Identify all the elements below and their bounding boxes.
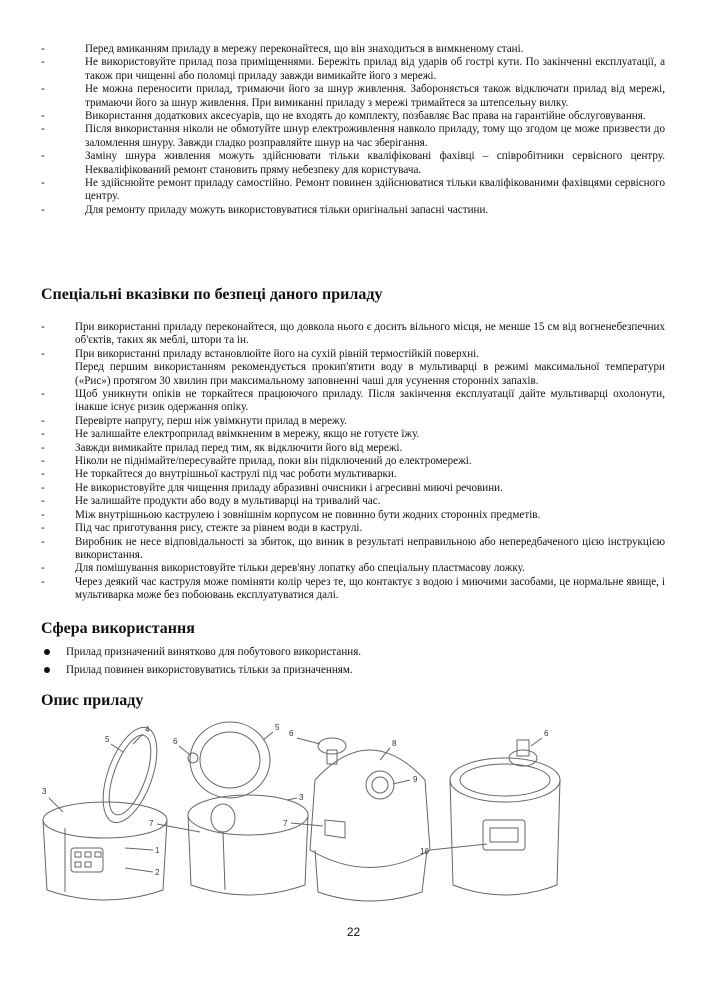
- callout-label: 9: [413, 775, 418, 784]
- callout-label: 10: [420, 847, 429, 856]
- pressure-cooker-back-drawing: [430, 738, 560, 895]
- callout-label: 1: [155, 846, 160, 855]
- list-item: - Перед вмиканням приладу в мережу переконайтеся, що він знаходиться в вимкненому стані.: [41, 43, 524, 55]
- list-item: - При використанні приладу переконайтеся, що довкола нього є досить вільного місця, не менше 15 см від вогненебезпечних об'єктів, таких як меблі, штори та ін.: [41, 321, 665, 347]
- list-item: - Не використовуйте прилад поза приміщеннями. Бережіть прилад від ударів об гострі кути. По закінченні експлуатації, а також при чищенні або поломці приладу завжди вимикайте його з мережі.: [41, 56, 665, 82]
- list-item: - Не залишайте електроприлад ввімкненим в мережу, якщо не готуєте їжу.: [41, 428, 420, 441]
- list-item: - Використання додаткових аксесуарів, що не входять до комплекту, позбавляє Вас права на гарантійне обслуговування.: [41, 110, 646, 123]
- callout-label: 4: [145, 725, 150, 734]
- list-item: - Ніколи не піднімайте/пересувайте прилад, поки він підключений до електромережі.: [41, 455, 472, 468]
- callout-label: 3: [299, 793, 304, 802]
- general-safety-list: [41, 43, 665, 217]
- callout-label: 5: [275, 723, 280, 732]
- multicooker-drawings: [35, 720, 675, 910]
- list-item: - Через деякий час каструля може поміняти колір через те, що контактує з водою і миючими засобами, це нормальне явище, і мультиварка може без побоювань експлуатуватися далі.: [41, 575, 665, 602]
- callout-label: 6: [289, 729, 294, 738]
- list-item: - Для ремонту приладу можуть використовуватися тільки оригінальні запасні частини.: [41, 203, 489, 216]
- multicooker-bowl-drawing: [157, 722, 308, 895]
- figure-callout-labels: [42, 723, 549, 877]
- section-heading-description: Опис приладу: [41, 692, 144, 709]
- pressure-cooker-front-drawing: [291, 738, 430, 901]
- callout-label: 5: [105, 735, 110, 744]
- multicooker-open-drawing: [43, 720, 168, 900]
- page-number: 22: [346, 925, 361, 939]
- list-item: Перед першим використанням рекомендується прокип'ятити воду в мультиварці в режимі максимальної температури («Рис») протягом 30 хвилин при максимальному заповненні чаші для усунення сторонніх запахів.: [75, 361, 665, 387]
- callout-label: 6: [173, 737, 178, 746]
- callout-label: 8: [392, 739, 397, 748]
- list-item: - Не використовуйте для чищення приладу абразивні очисники і агресивні миючі речовини.: [41, 481, 503, 494]
- bullet-icon: [44, 649, 50, 655]
- list-item: Прилад повинен використовуватись тільки за призначенням.: [41, 663, 661, 678]
- list-item: - Не здійснюйте ремонт приладу самостійно. Ремонт повинен здійснюватися тільки кваліфікованими фахівцями сервісного центру.: [41, 177, 665, 203]
- list-item: - Виробник не несе відповідальності за збиток, що виник в результаті неправильною або непередбаченого цією інструкцією використання.: [41, 535, 665, 561]
- list-item: - Після використання ніколи не обмотуйте шнур електроживлення навколо приладу, тому що згодом це може призвести до заломлення шнуру. Завжди гладко розправляйте шнур на час зберігання.: [41, 123, 665, 149]
- list-item: - Для помішування використовуйте тільки дерев'яну лопатку або спеціальну пластмасову ложку.: [41, 562, 525, 575]
- list-item: - Під час приготування рису, стежте за рівнем води в каструлі.: [41, 522, 363, 535]
- list-item: - Завжди вимикайте прилад перед тим, як відключити його від мережі.: [41, 441, 403, 454]
- special-safety-list: [41, 321, 665, 603]
- bullet-icon: [44, 667, 50, 673]
- callout-label: 2: [155, 868, 160, 877]
- callout-label: 7: [283, 819, 288, 828]
- appliance-illustration: [35, 720, 675, 910]
- usage-list: [41, 645, 661, 680]
- list-item: - При використанні приладу встановлюйте його на сухій рівній термостійкій поверхні.: [41, 347, 480, 360]
- list-item: - Між внутрішньою каструлею і зовнішнім корпусом не повинно бути жодних сторонніх предметів.: [41, 508, 541, 521]
- callout-label: 7: [149, 819, 154, 828]
- list-item: - Заміну шнура живлення можуть здійснювати тільки кваліфіковані фахівці – співробітники сервісного центру. Некваліфікований ремонт становить пряму небезпеку для користувача.: [41, 150, 665, 176]
- callout-label: 3: [42, 787, 47, 796]
- list-item: - Не залишайте продукти або воду в мультиварці на тривалий час.: [41, 495, 381, 508]
- list-item: - Не можна переносити прилад, тримаючи його за шнур живлення. Забороняється також відключати прилад від мережі, тримаючи його за шнур живлення. При вимиканні приладу з мережі тримайтеся за штепсельну вилку.: [41, 83, 665, 109]
- list-item: - Перевірте напругу, перш ніж увімкнути прилад в мережу.: [41, 414, 347, 427]
- section-heading-usage: Сфера використання: [41, 620, 195, 637]
- callout-label: 6: [544, 729, 549, 738]
- section-heading-special-safety: Спеціальні вказівки по безпеці даного приладу: [41, 286, 383, 303]
- list-item: - Щоб уникнути опіків не торкайтеся працюючого приладу. Після закінчення експлуатації дайте мультиварці охолонути, інакше існує ризик одержання опіку.: [41, 388, 665, 414]
- list-item: Прилад призначений винятково для побутового використання.: [41, 645, 661, 660]
- list-item: - Не торкайтеся до внутрішньої каструлі під час роботи мультиварки.: [41, 468, 397, 481]
